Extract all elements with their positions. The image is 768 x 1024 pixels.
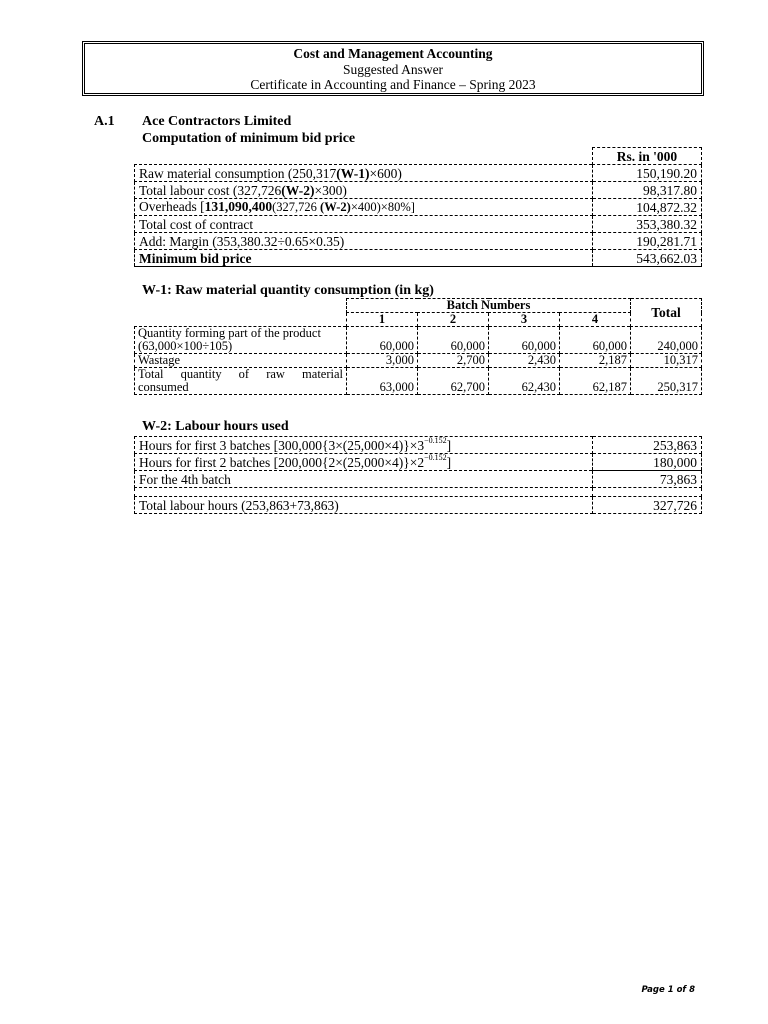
cell-total: 240,000 [631, 327, 702, 354]
row-value: 327,726 [593, 497, 702, 514]
question-heading [142, 114, 355, 147]
page-number: Page 1 of 8 [641, 985, 695, 995]
row-value: 543,662.03 [593, 250, 702, 267]
batch-header: 1 [347, 313, 418, 327]
table-row [135, 454, 702, 471]
cell-total: 10,317 [631, 354, 702, 368]
row-label: Minimum bid price [135, 250, 593, 267]
table-row [135, 497, 702, 514]
row-label: Total cost of contract [135, 216, 593, 233]
computation-heading: Computation of minimum bid price [142, 130, 356, 146]
bid-price-table [134, 147, 702, 267]
labour-hours-table [134, 436, 702, 514]
cell-value: 60,000 [347, 327, 418, 354]
table-row [135, 327, 702, 354]
table-row [135, 165, 702, 182]
batch-numbers-header: Batch Numbers [347, 299, 631, 313]
w1-title: W-1: Raw material quantity consumption (in kg) [142, 283, 434, 298]
cell-value: 60,000 [418, 327, 489, 354]
cell-value: 62,187 [560, 368, 631, 395]
cell-value: 3,000 [347, 354, 418, 368]
cell-value: 2,430 [489, 354, 560, 368]
cell-value: 63,000 [347, 368, 418, 395]
unit-header: Rs. in '000 [593, 148, 702, 165]
row-value: 353,380.32 [593, 216, 702, 233]
row-value: 73,863 [593, 471, 702, 488]
table-header-row [135, 299, 702, 313]
table-row [135, 368, 702, 395]
raw-material-table [134, 298, 702, 395]
cell-value: 60,000 [560, 327, 631, 354]
cell-value: 60,000 [489, 327, 560, 354]
row-label: Wastage [135, 354, 347, 368]
row-label: Total labour cost (327,726(W-2)×300) [135, 182, 593, 199]
table-row [135, 216, 702, 233]
batch-header: 2 [418, 313, 489, 327]
spacer-row [135, 488, 702, 497]
w2-title: W-2: Labour hours used [142, 419, 289, 434]
total-header: Total [631, 299, 702, 327]
row-label: Quantity forming part of the product (63,000×100÷105) [135, 327, 347, 354]
batch-header: 4 [560, 313, 631, 327]
row-label: For the 4th batch [135, 471, 593, 488]
table-header-row [135, 313, 702, 327]
batch-header: 3 [489, 313, 560, 327]
row-label: Add: Margin (353,380.32÷0.65×0.35) [135, 233, 593, 250]
row-label: Raw material consumption (250,317(W-1)×600) [135, 165, 593, 182]
table-header-row [135, 148, 702, 165]
table-row [135, 250, 702, 267]
cell-value: 2,187 [560, 354, 631, 368]
document-header [84, 43, 702, 94]
certificate-line: Certificate in Accounting and Finance – Spring 2023 [250, 77, 536, 92]
row-value: 150,190.20 [593, 165, 702, 182]
row-label: Total quantity of raw material consumed [135, 368, 347, 395]
row-label: Hours for first 2 batches $[200,000\{2\times(25,000\times 4)\}\times 2^{-0.152}]$ [135, 454, 593, 471]
row-value: 190,281.71 [593, 233, 702, 250]
row-value: 98,317.80 [593, 182, 702, 199]
question-number: A.1 [94, 114, 115, 129]
company-name: Ace Contractors Limited [142, 114, 292, 129]
course-title: Cost and Management Accounting [293, 46, 493, 61]
row-value: 180,000 [593, 454, 702, 471]
cell-value: 62,700 [418, 368, 489, 395]
table-row [135, 471, 702, 488]
table-row [135, 437, 702, 454]
answer-subtitle: Suggested Answer [342, 61, 444, 77]
table-row [135, 354, 702, 368]
cell-value: 62,430 [489, 368, 560, 395]
row-label: Total labour hours (253,863+73,863) [135, 497, 593, 514]
cell-total: 250,317 [631, 368, 702, 395]
table-row [135, 233, 702, 250]
cell-value: 2,700 [418, 354, 489, 368]
table-row [135, 199, 702, 216]
row-label: Hours for first 3 batches $[300,000\{3\times(25,000\times 4)\}\times 3^{-0.152}]$ [135, 437, 593, 454]
row-label: Overheads [131,090,400(327,726 (W-2)×400)×80%] [135, 199, 593, 216]
row-value: 104,872.32 [593, 199, 702, 216]
row-value: 253,863 [593, 437, 702, 454]
table-row [135, 182, 702, 199]
